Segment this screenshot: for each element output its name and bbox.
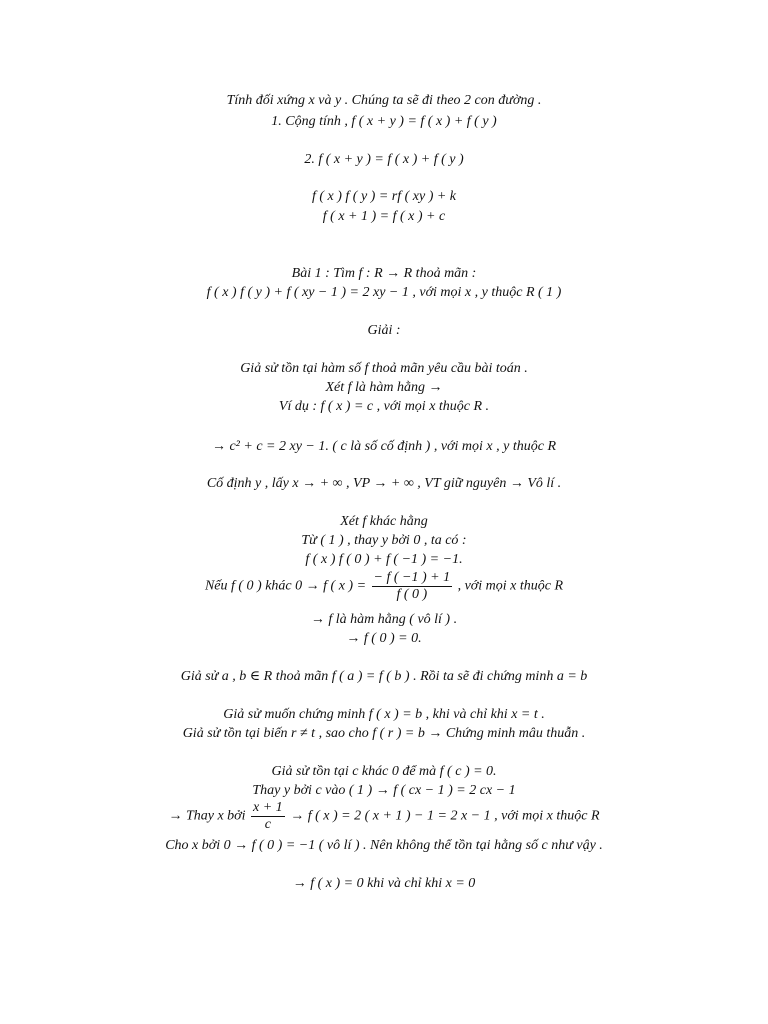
text-line-substitute-x	[0, 800, 768, 833]
text-line-f-constant: → f là hàm hằng ( vô lí ) .	[310, 612, 458, 627]
text-line-substitute-y0: Từ ( 1 ) , thay y bởi 0 , ta có :	[301, 533, 467, 548]
text-line-constant-equation: → c² + c = 2 xy − 1. ( c là số cố định ) , với mọi x , y thuộc R	[211, 439, 557, 454]
text-line-f0-equation: f ( x ) f ( 0 ) + f ( −1 ) = −1.	[305, 552, 463, 567]
text-line-f0-zero: → f ( 0 ) = 0.	[346, 631, 422, 646]
text-line-conclusion: → f ( x ) = 0 khi và chỉ khi x = 0	[292, 876, 476, 891]
text-line-example: Ví dụ : f ( x ) = c , với mọi x thuộc R .	[278, 399, 490, 414]
problem-title: Bài 1 : Tìm f : R → R thoả mãn :	[291, 266, 477, 281]
fraction	[372, 570, 453, 603]
text-line-nonconstant: Xét f khác hằng	[340, 514, 428, 529]
text-line-assume-r: Giả sử tồn tại biến r ≠ t , sao cho f ( r ) = b → Chứng minh mâu thuẫn .	[182, 726, 586, 741]
substitute-x-suffix: → f ( x ) = 2 ( x + 1 ) − 1 = 2 x − 1 , với mọi x thuộc R	[290, 808, 600, 824]
fraction-numerator: x + 1	[253, 800, 283, 815]
fraction-denominator: f ( 0 )	[396, 587, 428, 602]
f0-nonzero-prefix: Nếu f ( 0 ) khác 0 → f ( x ) =	[204, 578, 367, 594]
text-line-assume-exists: Giả sử tồn tại hàm số f thoả mãn yêu cầu bài toán .	[240, 361, 528, 376]
text-line-shift: f ( x + 1 ) = f ( x ) + c	[322, 209, 446, 224]
fraction-denominator: c	[264, 817, 271, 832]
text-line-want-prove: Giả sử muốn chứng minh f ( x ) = b , khi và chỉ khi x = t .	[223, 707, 545, 722]
text-line-constant-case: Xét f là hàm hằng →	[325, 380, 443, 395]
substitute-x-prefix: → Thay x bởi	[168, 808, 246, 824]
text-line-substitute-c: Thay y bởi c vào ( 1 ) → f ( cx − 1 ) = 2 cx − 1	[252, 783, 516, 798]
text-line-contradiction: Cố định y , lấy x → + ∞ , VP → + ∞ , VT giữ nguyên → Vô lí .	[206, 476, 562, 491]
solution-heading: Giải :	[367, 323, 401, 338]
text-line-multiplicative: f ( x ) f ( y ) = rf ( xy ) + k	[311, 189, 457, 204]
fraction	[251, 800, 285, 833]
text-line-additive: 1. Cộng tính , f ( x + y ) = f ( x ) + f ( y )	[271, 114, 497, 129]
fraction-numerator: − f ( −1 ) + 1	[373, 570, 451, 585]
text-line-route-2: 2. f ( x + y ) = f ( x ) + f ( y )	[304, 152, 464, 167]
text-line-symmetry: Tính đối xứng x và y . Chúng ta sẽ đi theo 2 con đường .	[226, 93, 542, 108]
text-line-assume-c: Giả sử tồn tại c khác 0 để mà f ( c ) = 0.	[271, 764, 497, 779]
text-line-f0-nonzero	[0, 570, 768, 603]
text-line-injectivity: Giả sử a , b ∈ R thoả mãn f ( a ) = f ( b ) . Rồi ta sẽ đi chứng minh a = b	[180, 669, 588, 684]
text-line-x-zero: Cho x bởi 0 → f ( 0 ) = −1 ( vô lí ) . Nên không thể tồn tại hằng số c như vậy .	[165, 838, 603, 853]
problem-equation: f ( x ) f ( y ) + f ( xy − 1 ) = 2 xy − 1 , với mọi x , y thuộc R ( 1 )	[206, 285, 562, 300]
f0-nonzero-suffix: , với mọi x thuộc R	[457, 578, 564, 594]
